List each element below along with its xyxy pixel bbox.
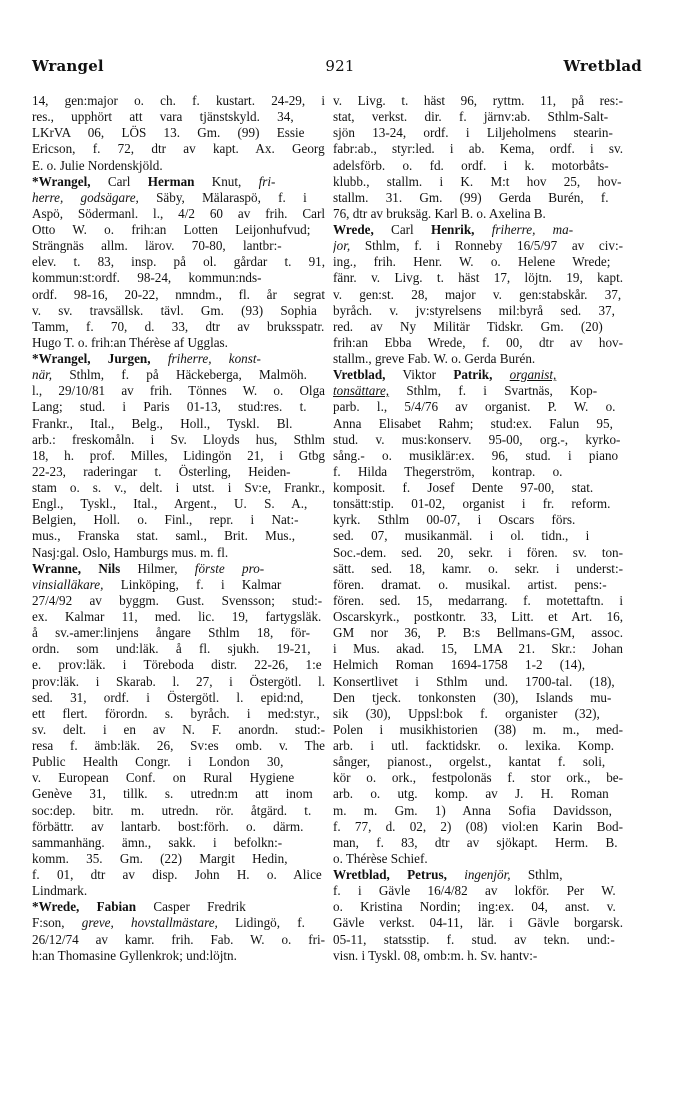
text-run: Hilmer, [120,560,195,576]
text-run: ordf. 98-16, 20-22, nmndm., fl. år segrat [32,286,325,302]
text-run: förbättr. av lantarb. bost:förh. o. därm. [32,818,304,834]
text-run: klubb., stallm. i K. M:t hov 25, hov- [333,173,622,189]
text-run: Wretblad, Petrus, [333,867,447,882]
text-run: e. prov:läk. i Töreboda distr. 22-26, 1:e [32,657,322,673]
text-line [32,593,325,609]
text-run: vinsialläkare, [32,576,104,592]
text-run: sik (30), Uppsl:bok f. organister (32), [333,705,600,721]
text-run: arb. i utl. facktidskr. o. lexika. Komp. [333,738,615,753]
text-run: greve, hovstallmästare, [81,915,218,931]
text-run: Patrik, [453,367,493,383]
text-run: organist, [509,367,557,383]
text-run: LKrVA 06, LÖS 13. Gm. (99) Essie [32,125,305,141]
text-run: stallm. 31. Gm. (99) Gerda Burén, f. [333,189,609,205]
text-run: f. i Gävle 16/4/82 av lokför. Per W. [333,883,616,899]
text-line [32,93,325,109]
text-run: sed. 07, musikanmäl. i ol. tidn., i [333,528,590,544]
text-line [333,125,623,141]
text-run: Wranne, Nils [32,560,121,576]
text-run: 18, h. prof. Milles, Lidingön 21, i Gtbg [32,447,325,463]
text-run: Wrede, [333,222,374,237]
text-line [32,399,325,415]
text-run: Sthlm, [510,867,563,882]
text-run: stam o. s. v., delt. i utst. i Sv:e, Frankr., [32,480,325,495]
text-run: sv. delt. i en av N. F. anordn. stud:- [32,721,325,737]
text-run: adelsförb. o. fd. ordf. i k. motorbåts- [333,157,609,173]
text-line [32,512,325,528]
text-run: Linköping, f. i Kalmar [103,576,282,592]
text-run: o. Kristina Nordin; ing:ex. 04, anst. v. [333,899,616,915]
text-run: Belgien, Holl. o. Finl., repr. i Nat:- [32,512,299,528]
text-line [32,206,325,222]
text-line [333,851,623,867]
text-line [32,528,325,544]
text-line [333,464,623,480]
text-run: ett flert. förordn. s. byråch. i med:styr., [32,705,320,721]
text-line [333,190,623,206]
text-run: Konsertlivet i Sthlm und. 1700-tal. (18), [333,673,615,689]
text-run: man, f. 83, dtr av sjökapt. Herm. B. [333,834,618,850]
text-run: fabr:ab., styr:led. i ab. Kema, ordf. i sv. [333,141,623,157]
text-run: ingenjör, [464,867,511,882]
right-column [333,93,623,964]
text-run: Public Health Congr. i London 30, [32,754,284,770]
text-line [32,561,325,577]
text-run: byråch. v. jv:styrelsens mil:byrå sed. 37, [333,302,615,318]
text-line [32,303,325,319]
text-run: komm. 35. Gm. (22) Margit Hedin, [32,850,288,866]
text-line [32,319,325,335]
text-run: 26/12/74 av kamr. frih. Fab. W. o. fri- [32,931,325,947]
text-line [333,625,623,641]
text-run: Oscarskyrk., postkontr. 33, Litt. et Art. 16, [333,609,623,624]
text-line [333,383,623,399]
text-run: Genève 31, tillk. s. utredn:m att inom [32,786,313,802]
text-line [333,174,623,190]
text-line [32,706,325,722]
text-line [32,609,325,625]
text-run: Ericson, f. 72, dtr av kapt. Ax. Georg [32,141,325,157]
text-run: stat, verkst. dir. f. järnv:ab. Sthlm-Salt- [333,109,609,125]
text-run: GM nor 36, P. B:s Bellmans-GM, assoc. [333,625,623,641]
text-line [333,786,623,802]
text-line [32,738,325,754]
text-run: *Wrede, Fabian [32,899,137,915]
text-line [333,93,623,109]
text-line [333,399,623,415]
text-run: Carl [90,173,148,189]
text-line [333,319,623,335]
text-line [333,609,623,625]
text-line [333,367,623,383]
text-run: arb. o. utg. komp. av J. H. Roman [333,786,609,802]
text-line [32,851,325,867]
text-line [32,222,325,238]
text-run: Den tjeck. tonkonsten (30), Islands mu- [333,689,612,705]
text-run [151,351,168,366]
text-run: mus., Franska stat. saml., Brit. Mus., [32,528,296,544]
text-line [333,706,623,722]
text-line [32,367,325,383]
text-line [333,690,623,706]
text-line [32,674,325,690]
text-run: elev. t. 83, insp. på ol. gårdar t. 91, [32,254,325,270]
text-line [333,528,623,544]
text-run: Tamm, f. 70, d. 33, dtr av bruksspatr. [32,318,325,334]
text-run: f. 01, dtr av disp. John H. o. Alice [32,867,322,882]
text-line [32,786,325,802]
text-run: sånger, pianost., orgelst., kantat f. soli, [333,754,606,770]
text-run: Knut, [194,173,259,189]
text-run: sed. 31, ordf. i Östergötl. l. epid:nd, [32,689,304,705]
text-line [32,125,325,141]
text-line [32,754,325,770]
text-line [333,448,623,464]
text-line [32,448,325,464]
text-run: Sthlm, f. i Svartnäs, Kop- [389,383,598,399]
text-line [333,287,623,303]
text-run: 05-11, statsstip. f. stud. av tekn. und:- [333,931,615,947]
text-line [32,625,325,641]
text-line [32,722,325,738]
text-run [447,867,464,882]
text-run: frih:an Ebba Wrede, f. 00, dtr av hov- [333,334,623,350]
text-run: Säby, Mälaraspö, f. i [138,189,307,205]
text-run: kommun:st:ordf. 98-24, kommun:nds- [32,270,262,286]
text-line [333,270,623,286]
text-line [32,270,325,286]
text-line [333,867,623,883]
text-line [32,803,325,819]
text-line [333,561,623,577]
text-line [333,754,623,770]
text-line [333,109,623,125]
text-line [333,657,623,673]
text-run: när, [32,367,53,383]
text-run: tonsättare, [333,383,390,399]
text-line [32,351,325,367]
text-line [333,480,623,496]
text-line [32,109,325,125]
text-line [333,416,623,432]
text-run: Polen i musikhistorien (38) m. m., med- [333,721,623,737]
text-run: stud. v. mus:konserv. 95-00, org.-, kyrko- [333,431,621,447]
text-run: parb. l., 5/4/76 av organist. P. W. o. [333,399,616,415]
text-run: Lang; stud. i Paris 01-13, stud:res. t. [32,399,307,415]
text-line [333,803,623,819]
text-line [333,738,623,754]
text-run: Engl., Tyskl., Ital., Argent., U. S. A., [32,496,308,512]
text-line [333,641,623,657]
text-run: jor, [333,238,351,254]
text-line [333,158,623,174]
text-run: Helmich Roman 1694-1758 1-2 (14), [333,657,585,673]
text-run: Gävle verkst. 04-11, lär. i Gävle borgarsk. [333,915,623,931]
text-run: fri- [258,173,276,189]
text-run: 14, gen:major o. ch. f. kustart. 24-29, i [32,93,325,108]
header-left-guide-word: Wrangel [32,57,104,75]
text-line [333,883,623,899]
text-line [333,577,623,593]
text-run: sätt. sed. 18, kamr. o. sekr. i underst:- [333,560,623,576]
text-run: å sv.-amer:linjens ångare Sthlm 18, för- [32,625,310,641]
text-run: 76, dtr av bruksäg. Karl B. o. Axelina B. [333,205,546,221]
text-line [32,416,325,432]
text-run: fören. sed. 15, medarrang. f. motettaftn. i [333,592,623,608]
text-line [333,770,623,786]
text-line [333,432,623,448]
text-line [32,883,325,899]
text-run: red. av Ny Militär Tidskr. Gm. (20) [333,318,603,334]
text-run: fören. dramat. o. musikal. artist. pens:- [333,576,607,592]
text-line [32,932,325,948]
text-line [333,222,623,238]
text-run: friherre, konst- [167,351,261,366]
text-line [333,238,623,254]
text-run [492,367,509,382]
text-line [333,899,623,915]
text-run: Hugo T. o. frih:an Thérèse af Ugglas. [32,334,228,350]
text-run: Nasj:gal. Oslo, Hamburgs mus. m. fl. [32,544,229,560]
text-line [333,674,623,690]
text-run: Otto W. o. frih:an Lotten Leijonhufvud; [32,222,311,237]
header-right-guide-word: Wretblad [563,57,642,75]
page-number: 921 [325,57,355,75]
text-line [32,464,325,480]
text-line [333,545,623,561]
text-line [32,948,325,964]
text-run: kör o. ork., festpolonäs f. stor ork., be- [333,770,623,786]
text-run: fänr. v. Livg. t. häst 17, löjtn. 19, kapt. [333,270,623,286]
text-line [333,593,623,609]
text-run: E. o. Julie Nordenskjöld. [32,157,163,173]
text-run: sjön 13-24, ordf. i Liljeholmens stearin- [333,125,613,141]
text-line [32,657,325,673]
text-run: Casper Fredrik [136,899,246,915]
text-run: friherre, ma- [491,222,574,237]
text-run: resa f. ämb:läk. 26, Sv:es omb. v. The [32,738,325,753]
text-run: *Wrangel, Jurgen, [32,351,151,366]
text-line [32,190,325,206]
text-line [32,238,325,254]
text-run: *Wrangel, [32,173,91,189]
text-run: herre, godsägare, [32,189,139,205]
text-line [333,496,623,512]
text-line [333,141,623,157]
text-run [474,222,491,237]
text-line [32,835,325,851]
text-run: Henrik, [430,222,475,237]
left-column [32,93,325,964]
text-run: arb.: freskomåln. i Sv. Lloyds hus, Sthlm [32,431,325,447]
text-run: sammanhäng. ämn., sakk. i befolkn:- [32,834,283,850]
text-run: Lindmark. [32,883,88,899]
text-run: stallm., greve Fab. W. o. Gerda Burén. [333,351,536,366]
text-run: sång.- o. musiklär:ex. 96, stud. i piano [333,447,619,463]
text-run: Soc.-dem. sed. 20, sekr. i fören. sv. ton- [333,544,623,560]
text-run: Carl [373,222,431,237]
text-run: l., 29/10/81 av frih. Tönnes W. o. Olga [32,383,325,399]
text-run: Strängnäs allm. lärov. 70-80, lantbr:- [32,238,282,254]
text-run: o. Thérèse Schief. [333,850,428,866]
text-line [333,206,623,222]
text-run: m. m. Gm. 1) Anna Sofia Davidsson, [333,802,612,818]
text-line [333,512,623,528]
text-line [333,254,623,270]
text-line [32,496,325,512]
text-run: Viktor [385,367,454,383]
text-run: 22-23, raderingar t. Österling, Heiden- [32,463,291,479]
text-run: Anna Elisabet Rahm; stud:ex. Falun 95, [333,415,613,431]
text-run: kyrk. Sthlm 00-07, i Oscars förs. [333,512,576,528]
text-line [32,287,325,303]
text-run: h:an Thomasine Gyllenkrok; und:löjtn. [32,947,237,963]
text-run: tonsätt:stip. 01-02, organist i fr. reform. [333,496,611,512]
text-run: i Mus. akad. 15, LMA 21. Skr.: Johan [333,641,623,657]
text-run: f. 77, d. 02, 2) (08) viol:en Karin Bod- [333,818,623,834]
text-line [32,545,325,561]
text-line [32,480,325,496]
text-run: prov:läk. i Skarab. l. 27, i Östergötl. l. [32,673,325,689]
text-line [32,383,325,399]
text-run: Sthlm, f. på Häckeberga, Malmöh. [52,367,307,383]
text-line [32,141,325,157]
text-line [32,770,325,786]
text-run: Vretblad, [333,367,386,383]
text-run: f. Hilda Thegerström, kontrap. o. [333,463,563,479]
text-line [333,835,623,851]
text-run: v. Livg. t. häst 96, ryttm. 11, på res:- [333,93,623,108]
text-line [32,158,325,174]
text-line [333,819,623,835]
text-run: soc:dep. bitr. m. utredn. rör. åtgärd. t. [32,802,312,818]
text-line [333,335,623,351]
text-run: ex. Kalmar 11, med. lic. 19, fartygsläk. [32,609,322,624]
text-run: 27/4/92 av byggm. Gust. Svensson; stud:- [32,592,323,608]
text-run: Frankr., Ital., Belg., Holl., Tyskl. Bl. [32,415,293,431]
text-line [32,899,325,915]
text-run: Sthlm, f. i Ronneby 16/5/97 av civ:- [350,238,623,254]
text-run: v. gen:st. 28, major v. gen:stabskår. 37, [333,286,622,302]
text-line [333,948,623,964]
text-line [32,915,325,931]
text-run: förste pro- [194,560,265,576]
text-line [32,577,325,593]
text-run: visn. i Tyskl. 08, omb:m. h. Sv. hantv:- [333,947,538,963]
text-run: v. European Conf. on Rural Hygiene [32,770,295,786]
text-line [333,303,623,319]
text-run: komposit. f. Josef Dente 97-00, stat. [333,480,594,495]
text-run: Lidingö, f. [217,915,305,931]
text-line [32,690,325,706]
text-line [333,722,623,738]
text-line [32,335,325,351]
text-line [32,174,325,190]
text-run: ing., frih. Henr. W. o. Helene Wrede; [333,254,611,270]
text-line [32,819,325,835]
text-run: Aspö, Södermanl. l., 4/2 60 av frih. Carl [32,205,325,221]
text-run: Herman [147,173,195,189]
text-run: ordn. som und:läk. å fl. sjukh. 19-21, [32,641,311,657]
text-run: F:son, [32,915,82,931]
text-line [32,254,325,270]
text-line [32,867,325,883]
text-run: v. sv. travsällsk. tävl. Gm. (93) Sophia [32,302,317,318]
text-run: res., upphört att vara tjänstskyld. 34, [32,109,294,125]
text-line [333,932,623,948]
text-line [32,641,325,657]
text-line [333,351,623,367]
text-line [32,432,325,448]
text-line [333,915,623,931]
